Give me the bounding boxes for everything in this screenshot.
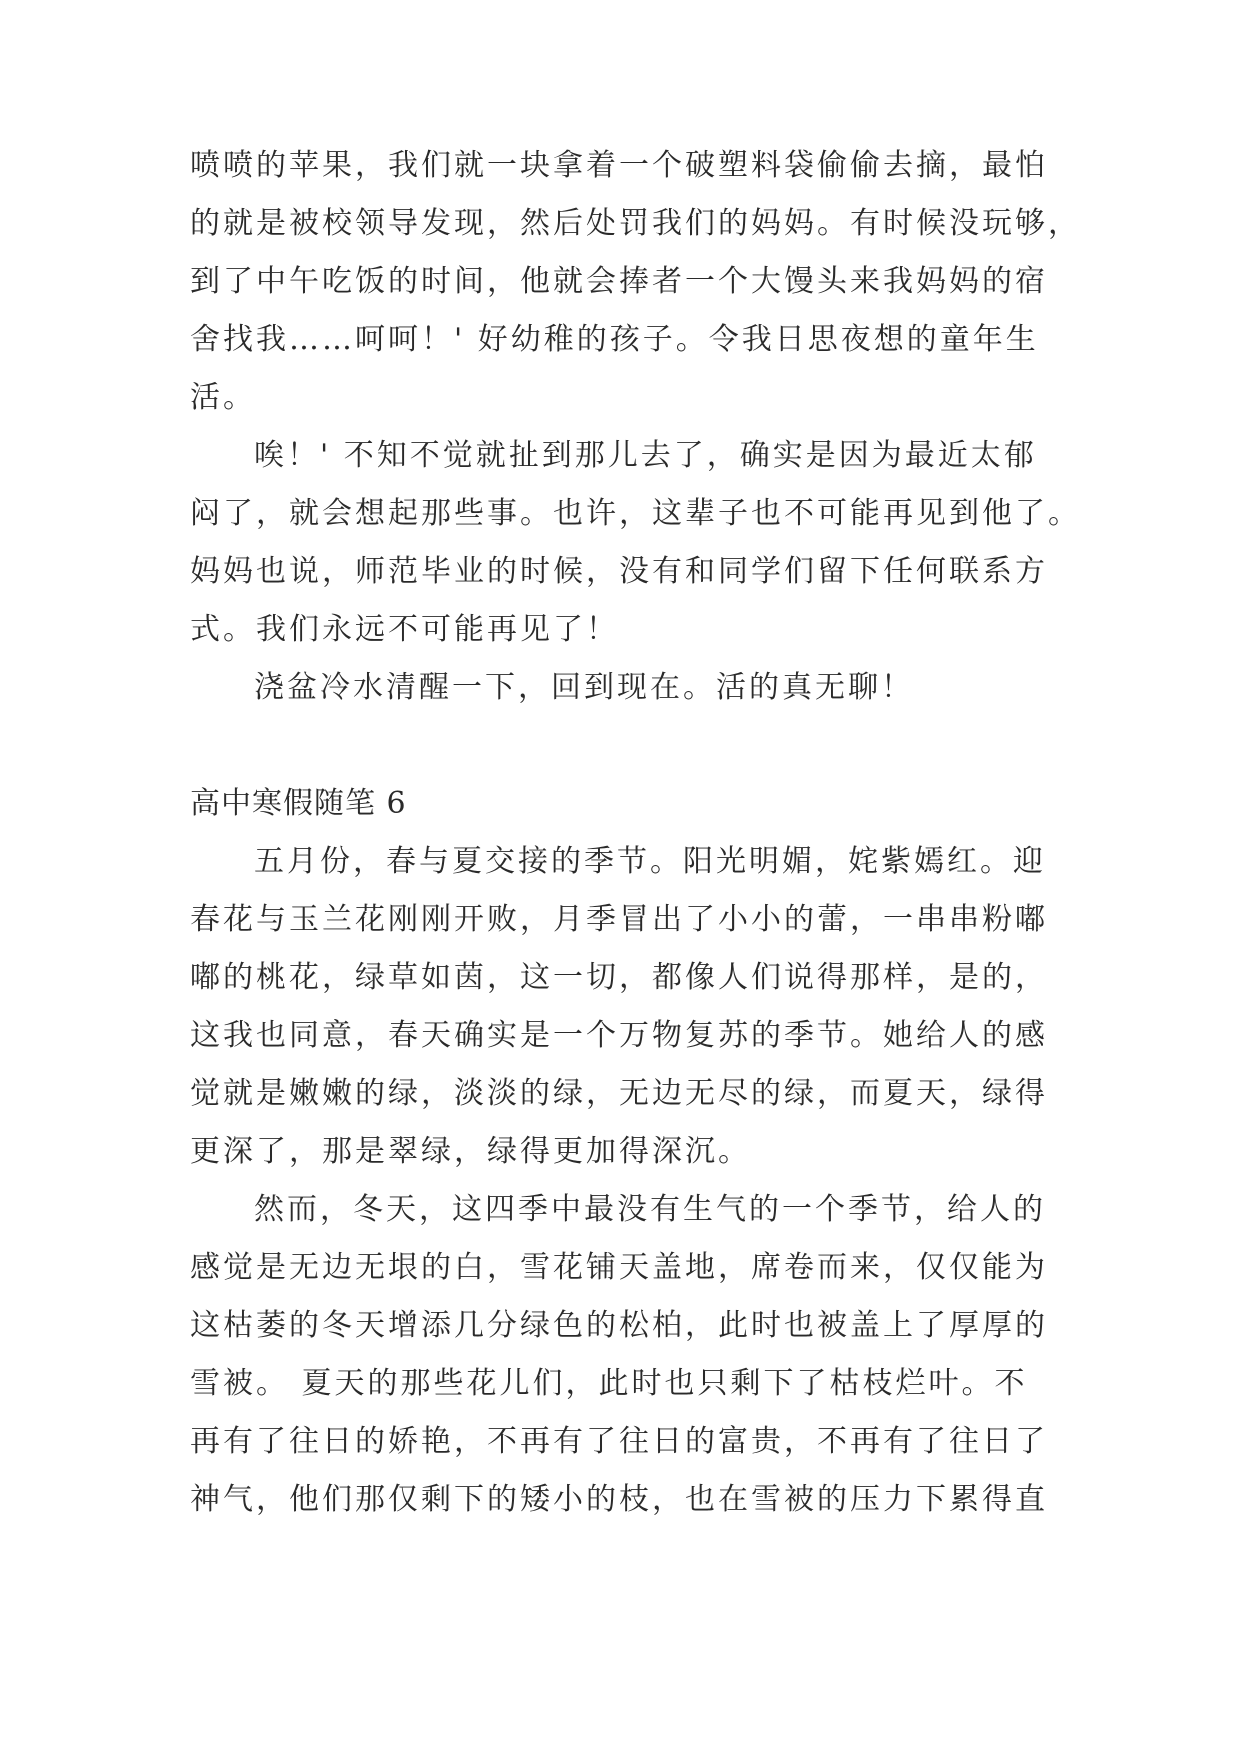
body-line: 活。 [190, 380, 256, 415]
body-line: 的就是被校领导发现，然后处罚我们的妈妈。有时候没玩够， [190, 206, 1081, 241]
body-line: 更深了，那是翠绿，绿得更加得深沉。 [190, 1134, 751, 1169]
body-line: 再有了往日的娇艳，不再有了往日的富贵，不再有了往日了 [190, 1424, 1048, 1459]
body-line: 嘟的桃花，绿草如茵，这一切，都像人们说得那样，是的， [190, 960, 1048, 995]
body-line: 这枯萎的冬天增添几分绿色的松柏，此时也被盖上了厚厚的 [190, 1308, 1048, 1343]
paragraph-start-line: 然而，冬天，这四季中最没有生气的一个季节，给人的 [254, 1192, 1046, 1227]
document-body [190, 137, 1081, 1529]
paragraph-start-line: 唉！' 不知不觉就扯到那儿去了，确实是因为最近太郁 [254, 438, 1037, 473]
section-title: 高中寒假随笔 6 [190, 786, 407, 821]
paragraph-start-line: 浇盆冷水清醒一下，回到现在。活的真无聊！ [254, 670, 914, 705]
paragraph-start-line: 五月份，春与夏交接的季节。阳光明媚，姹紫嫣红。迎 [254, 844, 1046, 879]
body-line: 到了中午吃饭的时间，他就会捧者一个大馒头来我妈妈的宿 [190, 264, 1048, 299]
body-line: 神气，他们那仅剩下的矮小的枝，也在雪被的压力下累得直 [190, 1482, 1048, 1517]
body-line: 妈妈也说，师范毕业的时候，没有和同学们留下任何联系方 [190, 554, 1048, 589]
body-line: 觉就是嫩嫩的绿，淡淡的绿，无边无尽的绿，而夏天，绿得 [190, 1076, 1048, 1111]
body-line: 感觉是无边无垠的白，雪花铺天盖地，席卷而来，仅仅能为 [190, 1250, 1048, 1285]
body-line: 这我也同意，春天确实是一个万物复苏的季节。她给人的感 [190, 1018, 1048, 1053]
body-line: 春花与玉兰花刚刚开败，月季冒出了小小的蕾，一串串粉嘟 [190, 902, 1048, 937]
body-line: 喷喷的苹果，我们就一块拿着一个破塑料袋偷偷去摘，最怕 [190, 148, 1048, 183]
body-line: 闷了，就会想起那些事。也许，这辈子也不可能再见到他了。 [190, 496, 1081, 531]
body-line: 雪被。 夏天的那些花儿们，此时也只剩下了枯枝烂叶。不 [190, 1366, 1028, 1401]
body-line: 式。我们永远不可能再见了！ [190, 612, 619, 647]
body-line: 舍找我……呵呵！' 好幼稚的孩子。令我日思夜想的童年生 [190, 322, 1039, 357]
section-gap [190, 717, 1070, 775]
